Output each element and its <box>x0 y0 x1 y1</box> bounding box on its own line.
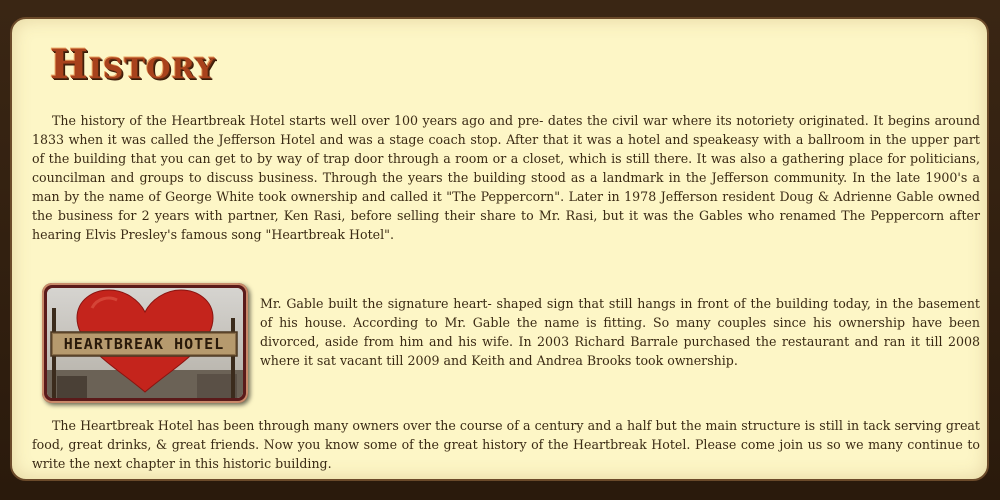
photo-image <box>47 288 243 398</box>
history-paragraph-2: Mr. Gable built the signature heart- shaped sign that still hangs in front of the building today, in the basement of his house. According to Mr. Gable the name is fitting. So many couples since his ownership have been divorced, aside from him and his wife. In 2003 Richard Barrale purchased the restaurant and ran it till 2008 where it sat vacant till 2009 and Keith and Andrea Brooks took ownership. <box>260 296 980 368</box>
history-panel <box>10 17 989 481</box>
history-paragraph-1: The history of the Heartbreak Hotel starts well over 100 years ago and pre- dates the civil war where its notoriety originated. It begins around 1833 when it was called the Jefferson Hotel and was a stage coach stop. After that it was a hotel and speakeasy with a ballroom in the upper part of the building that you can get to by way of trap door through a room or a closet, which is still there. It was also a gathering place for politicians, councilman and groups to discuss business. Through the years the building stood as a landmark in the Jefferson community. In the late 1900's a man by the name of George White took ownership and called it "The Peppercorn". Later in 1978 Jefferson resident Doug & Adrienne Gable owned the business for 2 years with partner, Ken Rasi, before selling their share to Mr. Rasi, but it was the Gables who renamed The Peppercorn after hearing Elvis Presley's famous song "Heartbreak Hotel". <box>32 113 980 242</box>
history-paragraph-3: The Heartbreak Hotel has been through many owners over the course of a century and a half but the main structure is still in tack serving great food, great drinks, & great friends. Now you know some of the great history of the Heartbreak Hotel. Please come join us so we many continue to write the next chapter in this historic building. <box>32 418 980 471</box>
title-rest: ISTORY <box>88 52 216 85</box>
title-first-letter: H <box>50 41 89 88</box>
page-title <box>50 41 216 93</box>
heartbreak-sign-photo <box>42 283 248 403</box>
sign-text: HEARTBREAK HOTEL <box>63 335 225 353</box>
heart-sign-image <box>47 288 243 398</box>
